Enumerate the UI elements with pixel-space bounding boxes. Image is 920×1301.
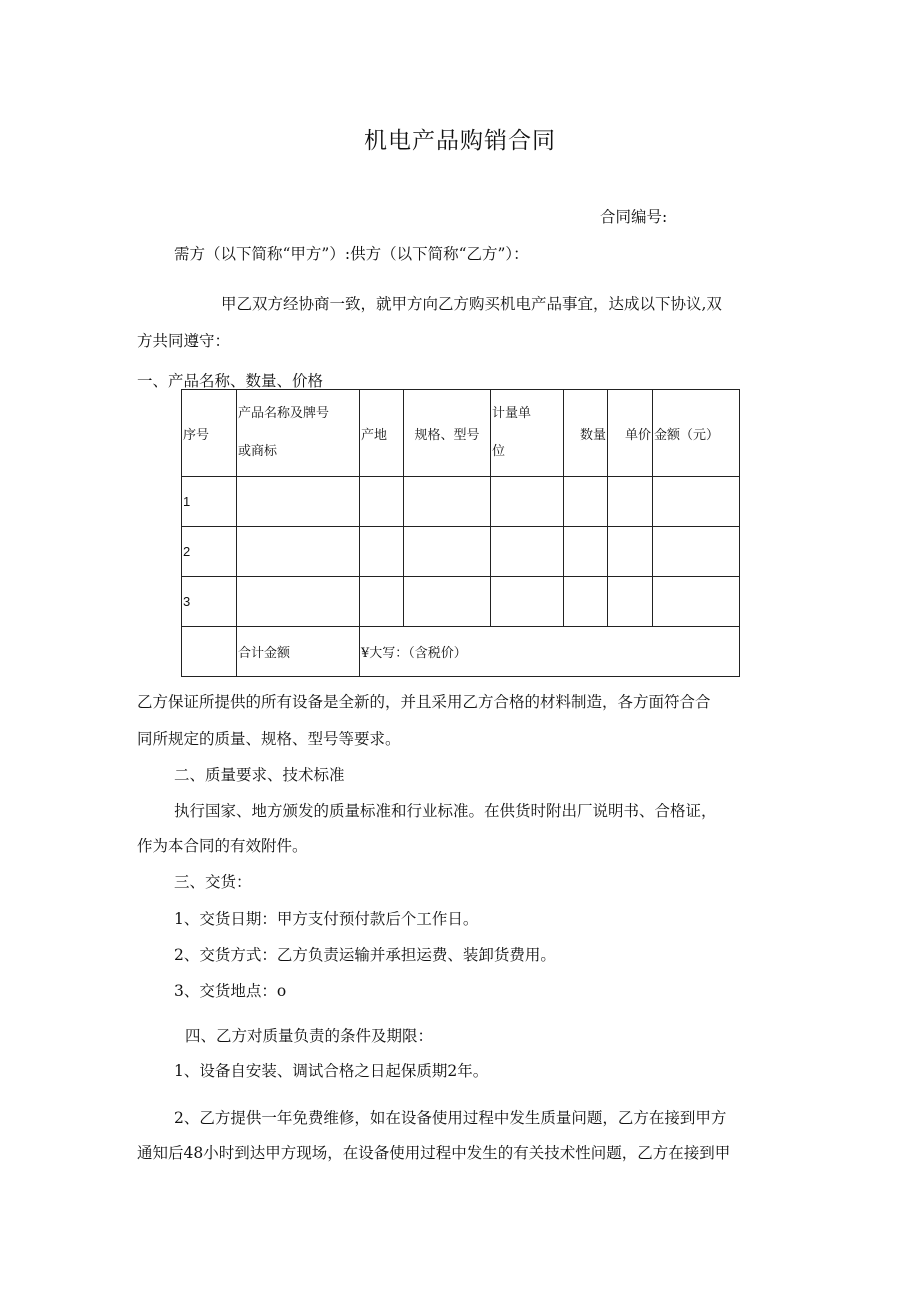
table-cell [404, 577, 491, 627]
table-row [182, 577, 740, 627]
section-3-item-2: 2、交货方式：乙方负责运输并承担运费、装卸货费用。 [174, 946, 556, 964]
row-seq: 2 [182, 527, 237, 577]
contract-number-label: 合同编号: [600, 208, 668, 226]
section-4-item-2-line-2: 通知后48小时到达甲方现场，在设备使用过程中发生的有关技术性问题，乙方在接到甲 [137, 1144, 731, 1162]
header-unit-line-1: 计量单 [492, 406, 532, 421]
section-2-line-2: 作为本合同的有效附件。 [137, 837, 308, 855]
header-quantity: 数量 [564, 390, 608, 477]
header-product-name-line-2: 或商标 [238, 444, 278, 459]
guarantee-line-1: 乙方保证所提供的所有设备是全新的，并且采用乙方合格的材料制造，各方面符合合 [137, 693, 711, 711]
table-cell [564, 477, 608, 527]
section-4-item-2-line-1: 2、乙方提供一年免费维修，如在设备使用过程中发生质量问题，乙方在接到甲方 [174, 1109, 727, 1127]
header-spec: 规格、型号 [404, 390, 491, 477]
row-seq: 1 [182, 477, 237, 527]
table-header-row [182, 390, 740, 477]
table-cell [564, 577, 608, 627]
table-cell [653, 477, 740, 527]
table-cell [360, 577, 404, 627]
section-4-heading: 四、乙方对质量负责的条件及期限： [185, 1027, 434, 1045]
table-cell [237, 527, 360, 577]
section-2-heading: 二、质量要求、技术标准 [174, 766, 345, 784]
section-2-line-1: 执行国家、地方颁发的质量标准和行业标准。在供货时附出厂说明书、合格证， [174, 802, 717, 820]
table-cell [564, 527, 608, 577]
table-cell [237, 477, 360, 527]
table-cell [491, 527, 564, 577]
section-3-item-1: 1、交货日期：甲方支付预付款后个工作日。 [174, 910, 479, 928]
total-label: 合计金额 [237, 627, 360, 677]
guarantee-line-2: 同所规定的质量、规格、型号等要求。 [137, 730, 401, 748]
parties-line: 需方（以下简称“甲方”）:供方（以下简称“乙方”）： [174, 245, 529, 263]
table-cell [653, 577, 740, 627]
table-row [182, 477, 740, 527]
total-value: ¥大写：（含税价） [360, 627, 740, 677]
table-cell [608, 477, 653, 527]
goods-table [181, 389, 740, 677]
row-seq: 3 [182, 577, 237, 627]
header-product-name-line-1: 产品名称及牌号 [238, 406, 330, 421]
intro-line-2: 方共同遵守： [137, 332, 231, 350]
intro-line-1: 甲乙双方经协商一致，就甲方向乙方购买机电产品事宜，达成以下协议,双 [221, 295, 722, 313]
table-cell [404, 527, 491, 577]
table-total-row [182, 627, 740, 677]
header-unit-price: 单价 [608, 390, 653, 477]
header-unit [491, 390, 564, 477]
table-cell [360, 477, 404, 527]
table-cell [653, 527, 740, 577]
table-cell [404, 477, 491, 527]
header-product-name [237, 390, 360, 477]
table-cell [608, 577, 653, 627]
header-seq: 序号 [182, 390, 237, 477]
document-title: 机电产品购销合同 [364, 128, 556, 154]
table-cell [491, 477, 564, 527]
header-origin: 产地 [360, 390, 404, 477]
section-1-heading: 一、产品名称、数量、价格 [137, 372, 324, 390]
table-row [182, 527, 740, 577]
section-3-heading: 三、交货： [174, 873, 252, 891]
table-cell [491, 577, 564, 627]
header-amount: 金额（元） [653, 390, 740, 477]
table-cell [237, 577, 360, 627]
section-4-item-1: 1、设备自安装、调试合格之日起保质期2年。 [174, 1062, 489, 1080]
header-unit-line-2: 位 [492, 444, 506, 459]
table-cell [182, 627, 237, 677]
table-cell [360, 527, 404, 577]
table-cell [608, 527, 653, 577]
section-3-item-3: 3、交货地点：o [174, 982, 287, 1000]
